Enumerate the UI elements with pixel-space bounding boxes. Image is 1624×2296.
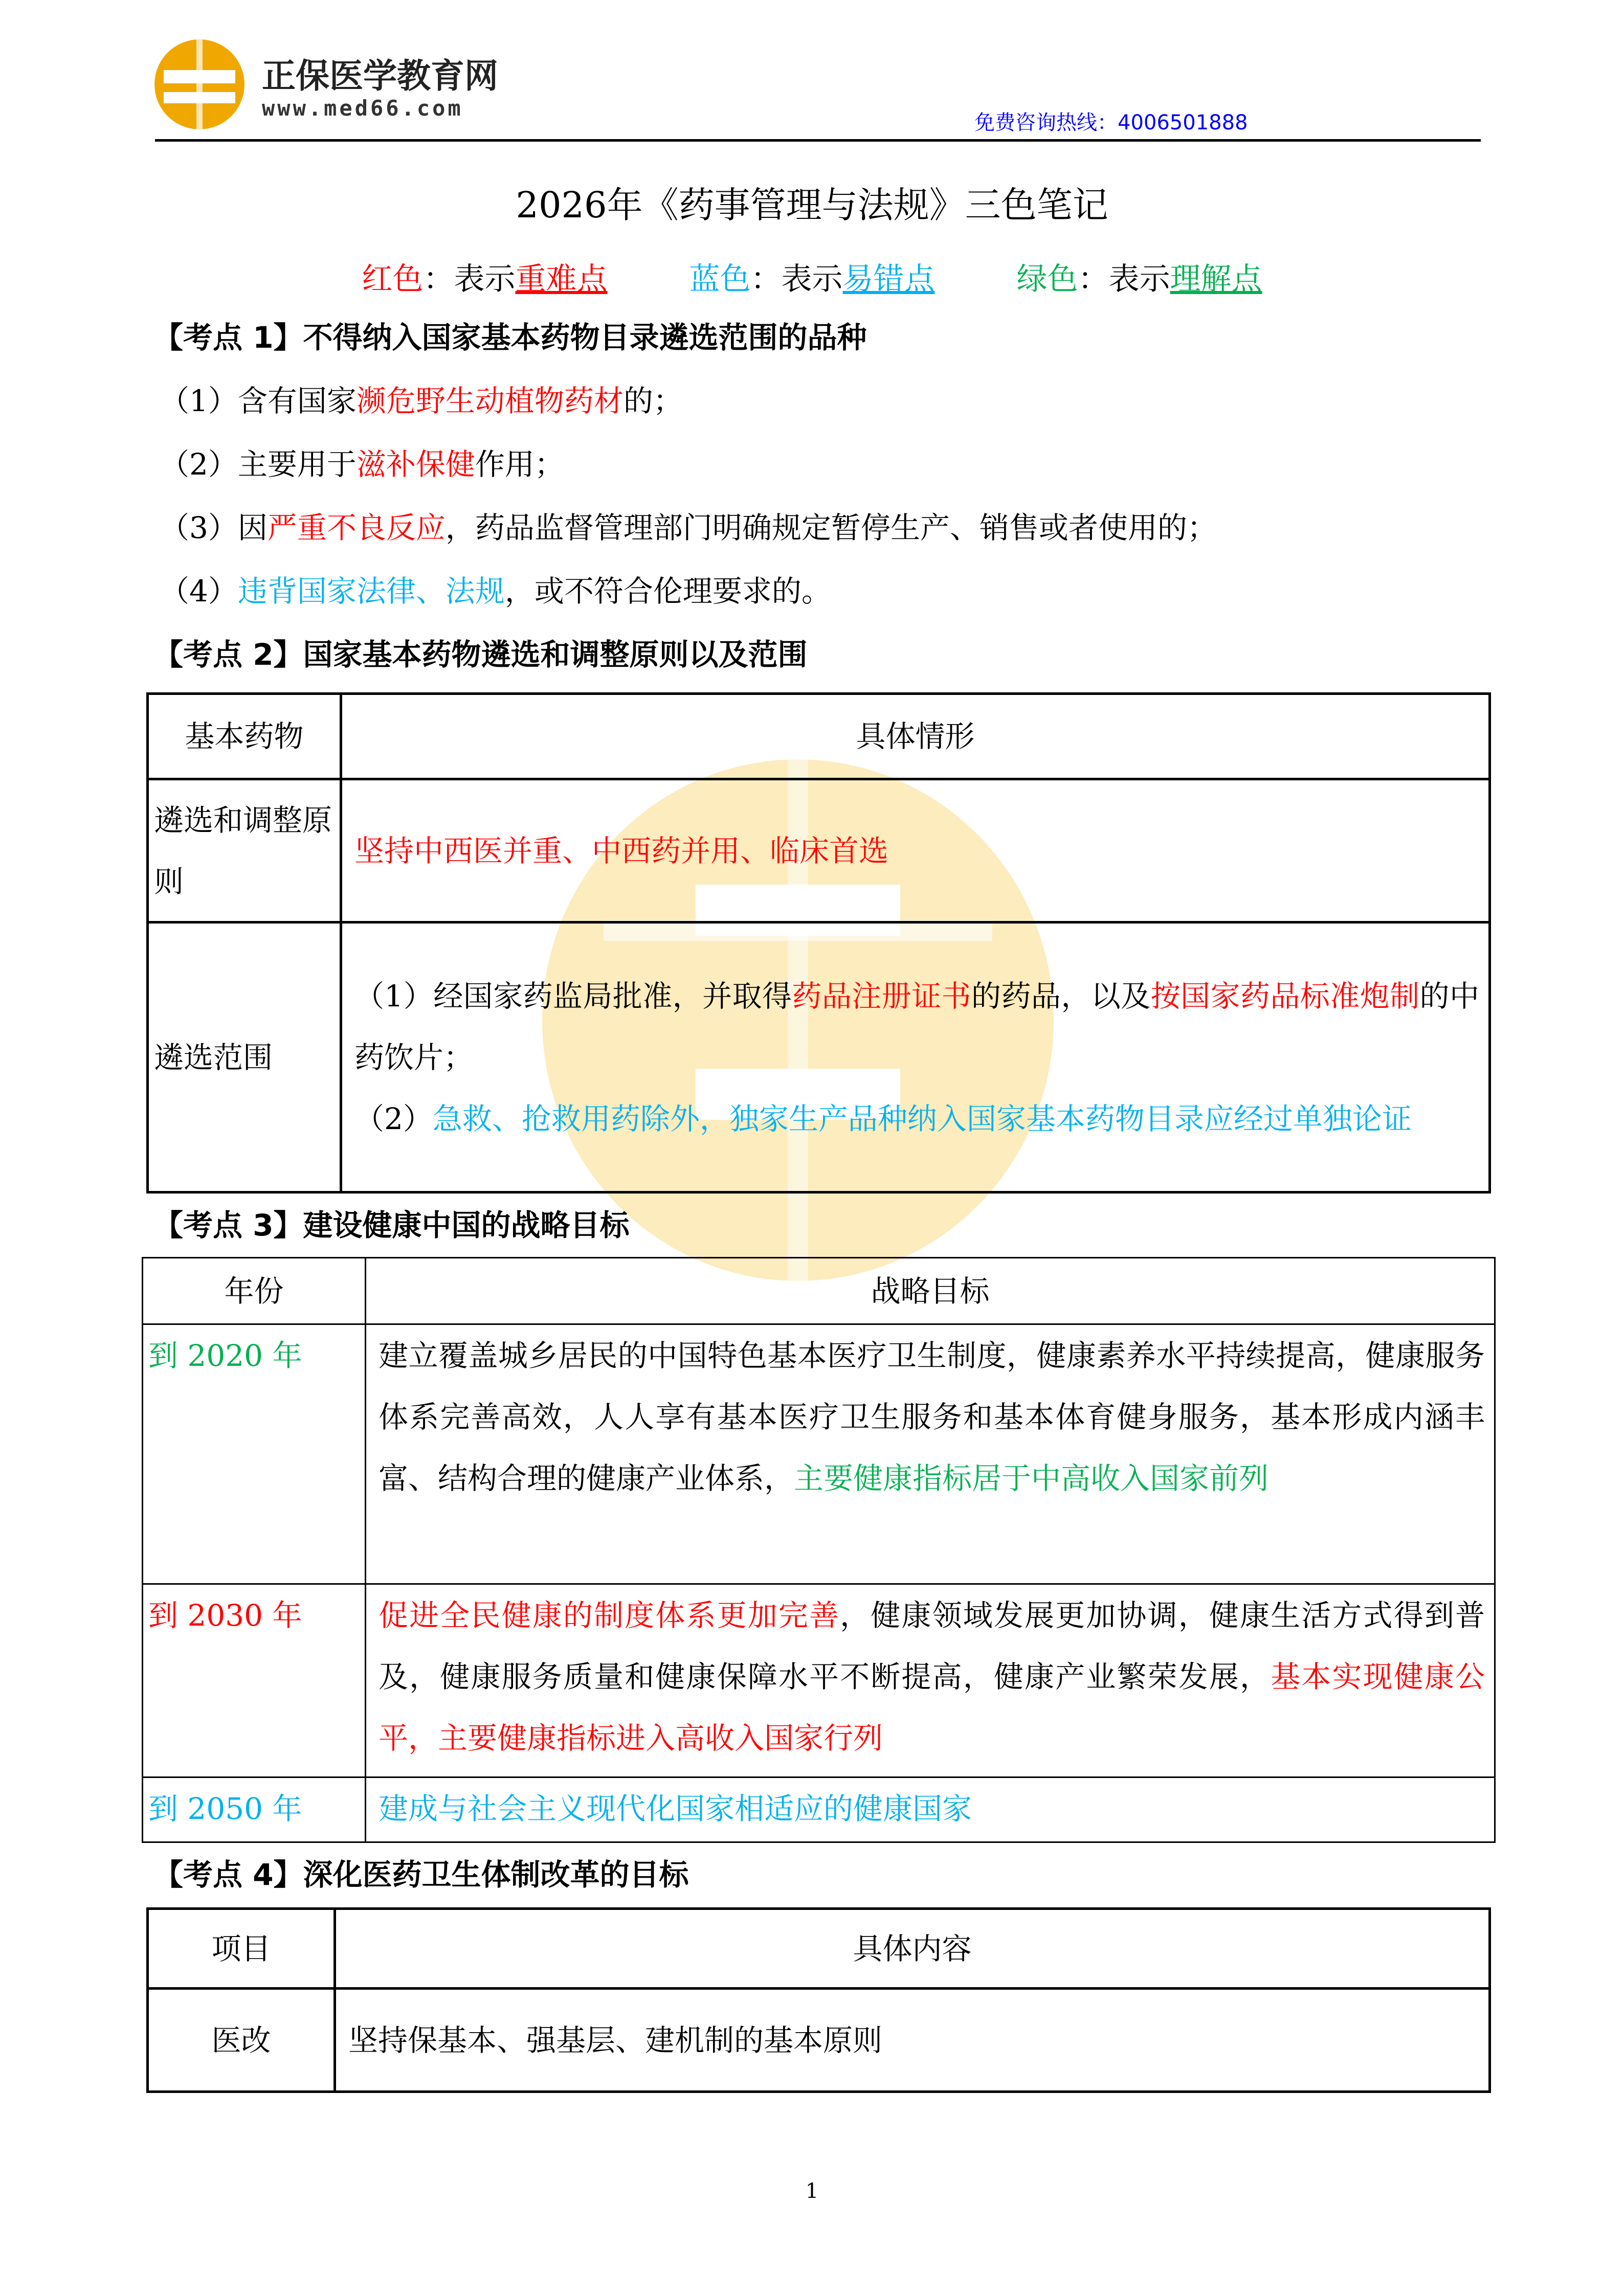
row-content: [366, 1777, 1495, 1842]
text-segment: 促进全民健康的制度体系更加完善: [379, 1598, 840, 1633]
legend-color-label: 绿色: [1016, 261, 1078, 297]
table: [142, 1257, 1496, 1843]
list-item: [160, 559, 1624, 623]
table-header-cell: 项目: [148, 1909, 335, 1989]
text-segment: 建成与社会主义现代化国家相适应的健康国家: [379, 1791, 972, 1826]
color-legend: [0, 255, 1624, 299]
text-segment: 的中药饮片；: [354, 978, 1479, 1075]
logo[interactable]: [153, 38, 511, 130]
table-header-cell: 战略目标: [366, 1258, 1495, 1324]
table-row: [148, 779, 1490, 922]
text-segment: 药品注册证书: [792, 978, 972, 1014]
header-divider: [155, 139, 1481, 142]
row-label: 医改: [148, 1989, 335, 2092]
table-header-row: [148, 1909, 1490, 1989]
section-heading: 【考点 2】国家基本药物遴选和调整原则以及范围: [153, 637, 808, 672]
table-header-cell: 年份: [143, 1258, 366, 1324]
page-title: 2026年《药事管理与法规》三色笔记: [516, 184, 1108, 226]
table-header-cell: 基本药物: [148, 694, 341, 779]
table-header-cell: 具体情形: [341, 694, 1490, 779]
text-segment: 急救、抢救用药除外，独家生产品种纳入国家基本药物目录应经过单独论证: [432, 1101, 1412, 1136]
page-number: 1: [805, 2179, 819, 2203]
legend-sep: ：表示: [1078, 261, 1170, 297]
text-segment: 的药品，以及: [971, 978, 1151, 1014]
legend-item: [689, 261, 935, 297]
text-segment: 坚持保基本、强基层、建机制的基本原则: [348, 2022, 883, 2058]
text-segment: 滋补保健: [356, 447, 475, 482]
table-header-row: [143, 1258, 1495, 1324]
text-segment: ，或不符合伦理要求的。: [504, 574, 831, 609]
text-segment: 作用；: [475, 447, 564, 482]
legend-meaning: 重难点: [515, 261, 608, 297]
table: [146, 1907, 1491, 2093]
legend-item: [1017, 261, 1262, 297]
row-content: [366, 1584, 1495, 1777]
text-segment: （1）含有国家: [160, 384, 357, 418]
legend-meaning: 易错点: [842, 261, 935, 297]
table-row: [143, 1777, 1495, 1842]
row-label: 遴选和调整原则: [148, 779, 341, 922]
legend-sep: ：表示: [750, 261, 843, 297]
section-heading: 【考点 4】深化医药卫生体制改革的目标: [153, 1857, 689, 1892]
table-row: [143, 1324, 1495, 1584]
legend-sep: ：表示: [423, 261, 516, 297]
text-segment: 违背国家法律、法规: [237, 574, 505, 609]
text-segment: 按国家药品标准炮制: [1150, 978, 1420, 1014]
table-row: [148, 922, 1490, 1192]
table: [146, 692, 1491, 1194]
legend-color-label: 红色: [362, 261, 424, 297]
logo-brand: 正保医学教育网: [262, 56, 498, 96]
text-segment: 严重不良反应: [267, 510, 446, 545]
list-item: [160, 369, 1624, 433]
list-item: [160, 496, 1624, 559]
row-content: [341, 922, 1490, 1192]
text-segment: 建立覆盖城乡居民的中国特色基本医疗卫生制度，健康素养水平持续提高，健康服务体系完善高效，人人享有基本医疗卫生服务和基本体育健身服务，基本形成内涵丰富、结构合理的健康产业体系，: [379, 1338, 1485, 1496]
row-label: 到 2020 年: [143, 1324, 366, 1584]
table-row: [148, 1989, 1490, 2092]
row-content: [366, 1324, 1495, 1584]
text-segment: 濒危野生动植物药材: [356, 384, 624, 418]
table-row: [143, 1584, 1495, 1777]
row-label: 到 2030 年: [143, 1584, 366, 1777]
row-label: 遴选范围: [148, 922, 341, 1192]
row-content: [341, 779, 1490, 922]
legend-color-label: 蓝色: [689, 261, 751, 297]
logo-icon: [153, 38, 246, 130]
content-paragraph: [354, 965, 1479, 1088]
content: [0, 306, 1624, 2093]
table-header-row: [148, 694, 1490, 779]
list-item: [160, 433, 1624, 496]
text-segment: 坚持中西医并重、中西药并用、临床首选: [354, 833, 889, 868]
row-content: [335, 1989, 1490, 2092]
section-heading: 【考点 1】不得纳入国家基本药物目录遴选范围的品种: [153, 320, 867, 355]
text-segment: 的；: [623, 384, 683, 418]
table-header-cell: 具体内容: [335, 1909, 1490, 1989]
text-segment: （1）经国家药监局批准，并取得: [354, 978, 792, 1014]
hotline: 免费咨询热线：4006501888: [974, 111, 1248, 134]
section-heading: 【考点 3】建设健康中国的战略目标: [153, 1208, 630, 1243]
text-segment: （2）: [354, 1101, 433, 1136]
text-segment: ，药品监督管理部门明确规定暂停生产、销售或者使用的；: [445, 510, 1217, 545]
text-segment: （2）主要用于: [160, 447, 357, 482]
text-segment: 基本实现健康公平，主要健康指标进入高收入国家行列: [379, 1659, 1485, 1755]
row-label: 到 2050 年: [143, 1777, 366, 1842]
text-segment: （3）因: [160, 510, 268, 545]
legend-meaning: 理解点: [1170, 261, 1262, 297]
content-paragraph: [354, 1088, 1479, 1150]
text-segment: 主要健康指标居于中高收入国家前列: [794, 1461, 1269, 1496]
legend-item: [362, 261, 608, 297]
logo-url: www.med66.com: [262, 96, 463, 121]
text-segment: （4）: [160, 574, 238, 609]
text-segment: ，健康领域发展更加协调，健康生活方式得到普及，健康服务质量和健康保障水平不断提高，健康产业繁荣发展，: [379, 1598, 1485, 1694]
